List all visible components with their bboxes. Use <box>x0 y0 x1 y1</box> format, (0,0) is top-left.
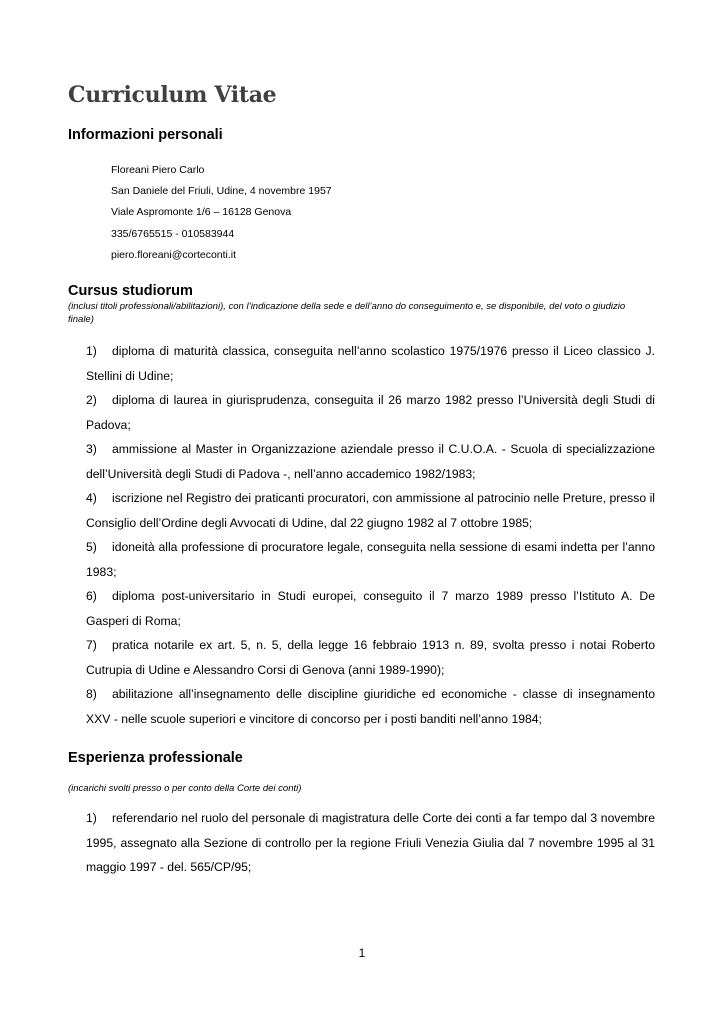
studi-note: (inclusi titoli professionali/abilitazioni), con l’indicazione della sede e dell’anno do conseguimento e, se disponibile, del voto o giudizio finale) <box>68 301 626 325</box>
document-title: Curriculum Vitae <box>68 82 277 108</box>
list-item-number: 6) <box>86 589 97 603</box>
list-item-text: iscrizione nel Registro dei praticanti procuratori, con ammissione al patrocinio nelle Preture, presso il Consiglio dell’Ordine degli Avvocati di Udine, dal 22 giugno 1982 al 7 ottobre 1985; <box>86 491 655 530</box>
list-item-number: 3) <box>86 442 97 456</box>
list-item-number: 5) <box>86 540 97 554</box>
list-item <box>86 633 655 682</box>
list-item-text: diploma post-universitario in Studi europei, conseguito il 7 marzo 1989 presso l’Istituto A. De Gasperi di Roma; <box>86 589 655 628</box>
studi-list <box>86 339 655 731</box>
list-item <box>86 437 655 486</box>
list-item-text: diploma di maturità classica, conseguita nell’anno scolastico 1975/1976 presso il Liceo classico J. Stellini di Udine; <box>86 344 655 383</box>
list-item-text: idoneità alla professione di procuratore legale, conseguita nella sessione di esami indetta per l’anno 1983; <box>86 540 655 579</box>
list-item-text: diploma di laurea in giurisprudenza, conseguita il 26 marzo 1982 presso l’Università degli Studi di Padova; <box>86 393 655 432</box>
list-item-number: 8) <box>86 687 97 701</box>
list-item <box>86 682 655 731</box>
list-item-text: pratica notarile ex art. 5, n. 5, della legge 16 febbraio 1913 n. 89, svolta presso i notai Roberto Cutrupia di Udine e Alessandro Corsi di Genova (anni 1989-1990); <box>86 638 655 677</box>
list-item-number: 1) <box>86 344 97 358</box>
section-title-studi: Cursus studiorum <box>68 283 193 299</box>
esperienza-list <box>86 806 655 880</box>
personal-address: Viale Aspromonte 1/6 – 16128 Genova <box>111 206 292 219</box>
personal-name: Floreani Piero Carlo <box>111 164 205 176</box>
list-item-number: 4) <box>86 491 97 505</box>
section-title-esperienza: Esperienza professionale <box>68 750 243 766</box>
list-item <box>86 339 655 388</box>
list-item-number: 2) <box>86 393 97 407</box>
page-number: 1 <box>358 946 366 960</box>
personal-email: piero.floreani@corteconti.it <box>111 248 237 261</box>
list-item <box>86 806 655 880</box>
personal-phone: 335/6765515 - 010583944 <box>111 227 235 240</box>
list-item <box>86 535 655 584</box>
list-item-number: 7) <box>86 638 97 652</box>
personal-birth: San Daniele del Friuli, Udine, 4 novembre 1957 <box>111 185 332 198</box>
list-item <box>86 584 655 633</box>
list-item-text: ammissione al Master in Organizzazione aziendale presso il C.U.O.A. - Scuola di specializzazione dell’Università degli Studi di Padova -, nell’anno accademico 1982/1983; <box>86 442 655 481</box>
list-item-number: 1) <box>86 811 97 825</box>
list-item <box>86 388 655 437</box>
list-item-text: referendario nel ruolo del personale di magistratura delle Corte dei conti a far tempo dal 3 novembre 1995, assegnato alla Sezione di controllo per la regione Friuli Venezia Giulia dal 7 novembre 1995 al 31 maggio 1997 - del. 565/CP/95; <box>86 811 655 874</box>
list-item-text: abilitazione all’insegnamento delle discipline giuridiche ed economiche - classe di insegnamento XXV - nelle scuole superiori e vincitore di concorso per i posti banditi nell’anno 1984; <box>86 687 655 726</box>
personal-info-block <box>111 160 332 266</box>
esperienza-note: (incarichi svolti presso o per conto della Corte dei conti) <box>68 783 302 794</box>
list-item <box>86 486 655 535</box>
section-title-personal: Informazioni personali <box>68 127 223 143</box>
